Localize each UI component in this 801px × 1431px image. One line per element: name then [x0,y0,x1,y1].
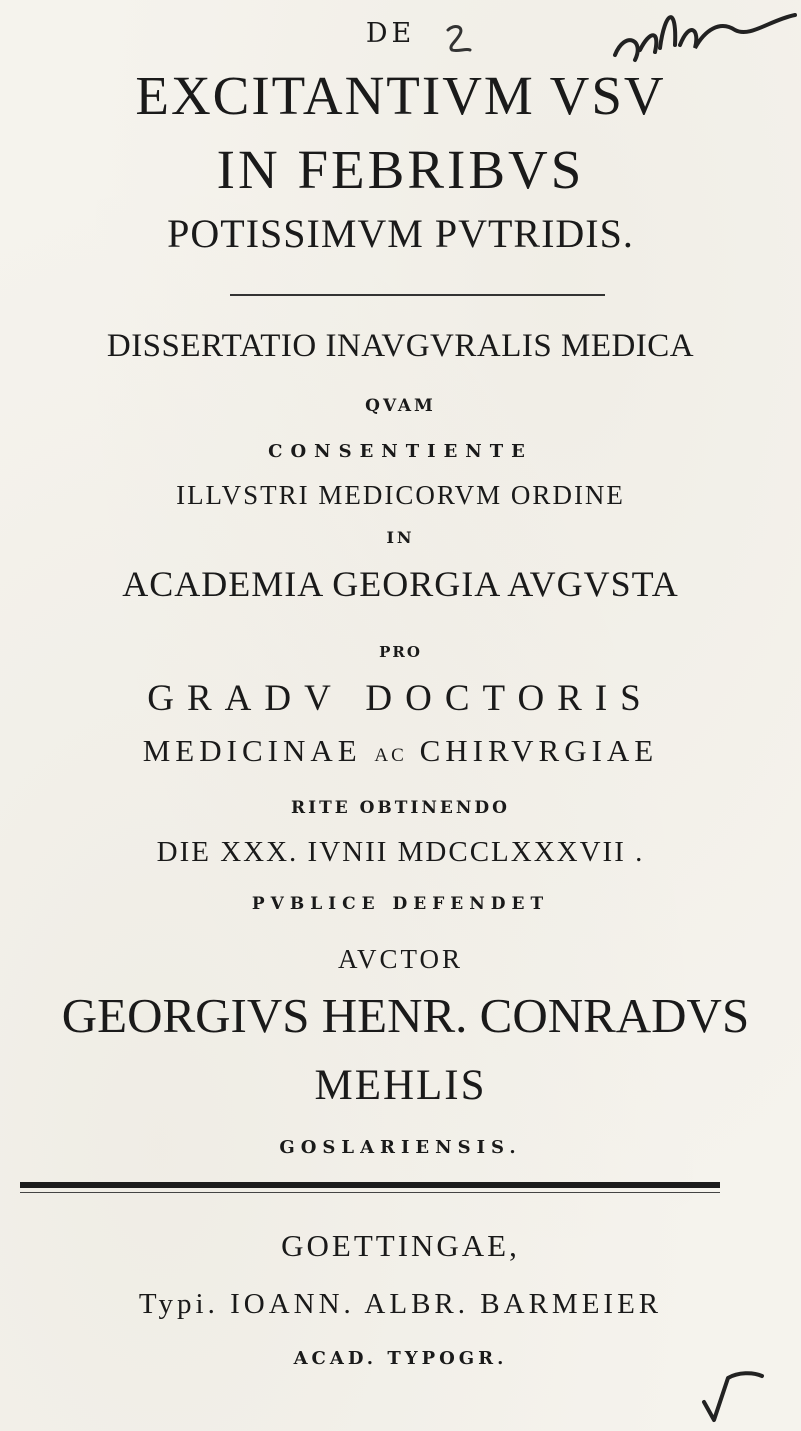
thick-rule [20,1182,720,1188]
title-line-3: POTISSIMVM PVTRIDIS. [167,211,634,256]
place-line: GOETTINGAE, [281,1228,520,1263]
author-surname-line: MEHLIS [314,1062,487,1109]
handwritten-check-mark [698,1368,768,1426]
qvam-line: QVAM [365,396,436,416]
author-name-line: GEORGIVS HENR. CONRADVS [61,988,750,1043]
origin-line: GOSLARIENSIS. [279,1137,522,1158]
dissertation-line: DISSERTATIO INAVGVRALIS MEDICA [106,328,695,364]
ordine-line: ILLVSTRI MEDICORVM ORDINE [176,480,625,510]
medicinae-word: MEDICINAE [142,733,362,768]
pro-line: PRO [379,643,422,661]
pvblice-line: PVBLICE DEFENDET [251,894,550,914]
avctor-line: AVCTOR [337,944,464,974]
gradv-line: GRADV DOCTORIS [147,678,654,719]
ac-word: AC [374,745,407,766]
printer-line: Typi. IOANN. ALBR. BARMEIER [138,1288,663,1320]
consentiente-line: CONSENTIENTE [268,441,533,462]
medicinae-line [0,735,801,766]
title-line-2: IN FEBRIBVS [216,139,585,200]
title-line-1: EXCITANTIVM VSV [135,65,666,126]
title-divider [230,294,605,296]
in-line: IN [386,528,415,547]
chirvrgiae-word: CHIRVRGIAE [419,733,659,768]
handwritten-annotation-top [440,22,480,56]
de-text: DE [365,18,416,49]
handwritten-flourish-top-right [605,0,801,70]
date-line: DIE XXX. IVNII MDCCLXXXVII . [156,836,645,868]
printer-title-line: ACAD. TYPOGR. [293,1348,508,1369]
thin-rule [20,1192,720,1193]
rite-line: RITE OBTINENDO [291,798,510,818]
academia-line: ACADEMIA GEORGIA AVGVSTA [122,564,679,604]
